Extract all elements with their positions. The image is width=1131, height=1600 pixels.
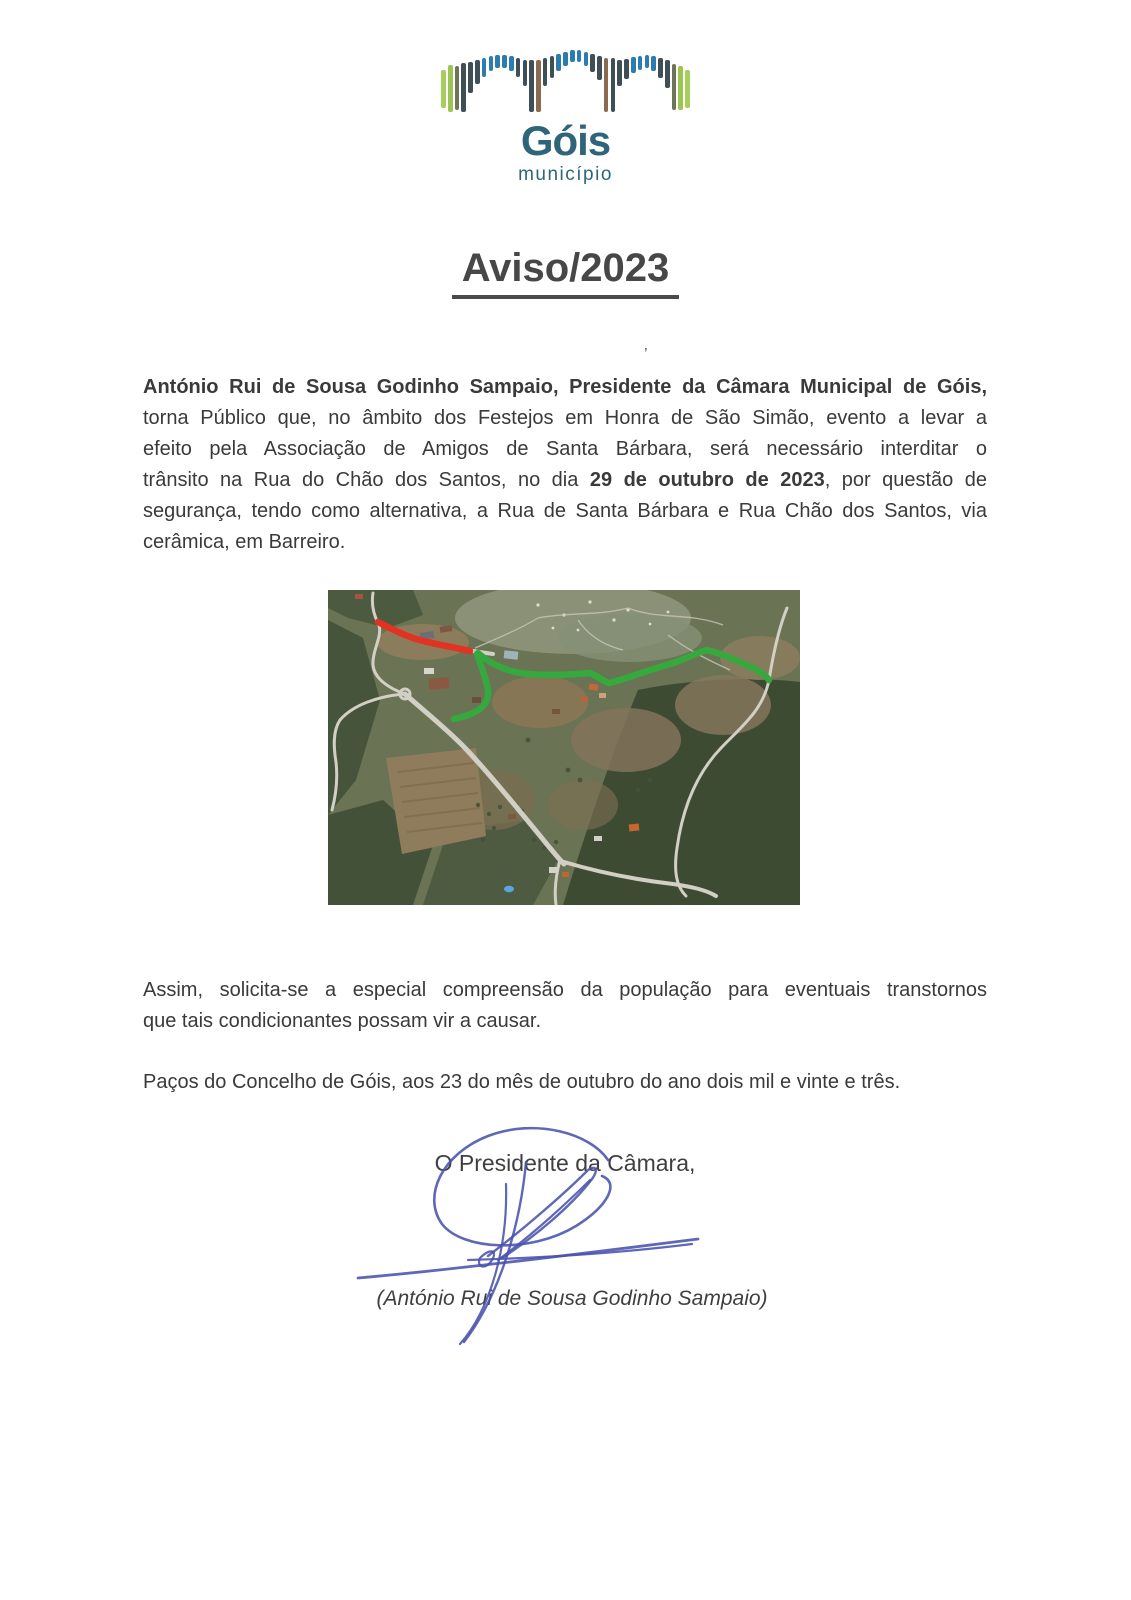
text-line: Assim, solicita-se a especial compreensão da população para eventuais transtornos: [143, 979, 987, 1001]
aerial-map-image: [328, 590, 800, 905]
logo-bar: [617, 60, 622, 86]
signature-role-line: O Presidente da Câmara,: [434, 1150, 696, 1176]
logo-bar: [584, 52, 589, 66]
text-line: trânsito na Rua do Chão dos Santos, no dia 29 de outubro de 2023, por questão de: [143, 469, 988, 491]
text-line: segurança, tendo como alternativa, a Rua de Santa Bárbara e Rua Chão dos Santos, via: [143, 500, 987, 522]
logo-bar: [536, 60, 541, 112]
logo-bar: [638, 56, 643, 70]
logo-subtitle: município: [518, 164, 613, 186]
logo-bar: [523, 60, 528, 86]
scan-artifact-mark: ’: [644, 346, 648, 363]
logo-bar: [468, 62, 473, 93]
page-title-wrap: [0, 246, 1131, 299]
logo-bar: [678, 66, 683, 110]
logo-bar: [604, 58, 609, 112]
logo-bar: [529, 60, 534, 112]
notice-paragraph-dateline: [143, 1067, 987, 1098]
logo-bar: [611, 58, 616, 112]
logo-bar: [631, 57, 636, 73]
text-line: torna Público que, no âmbito dos Festejos em Honra de São Simão, evento a levar a: [143, 407, 987, 429]
logo-bar: [495, 55, 500, 68]
logo-bar: [597, 56, 602, 80]
logo-bar: [448, 65, 453, 112]
logo-bar: [543, 58, 548, 86]
logo-bar: [441, 70, 446, 108]
handwritten-signature: [340, 1098, 760, 1348]
text-line: Paços do Concelho de Góis, aos 23 do mês de outubro do ano dois mil e vinte e três.: [143, 1071, 901, 1093]
map-pool: [504, 886, 514, 892]
logo-bar: [658, 58, 663, 78]
logo-bar: [651, 56, 656, 71]
logo-bar: [665, 60, 670, 88]
logo-bar: [590, 54, 595, 72]
logo-bar: [509, 56, 514, 71]
gois-municipality-logo: [0, 50, 1131, 186]
logo-bar: [570, 50, 575, 62]
text-line: efeito pela Associação de Amigos de Santa Bárbara, será necessário interditar o: [143, 438, 987, 460]
notice-paragraph-main: [143, 372, 987, 558]
logo-bar: [475, 60, 480, 84]
logo-bar: [624, 59, 629, 79]
logo-bar: [502, 55, 507, 68]
logo-bar: [482, 58, 487, 77]
bridge-arches-icon: [0, 50, 1131, 116]
logo-bar: [550, 56, 555, 78]
logo-bar: [563, 52, 568, 66]
text-line: António Rui de Sousa Godinho Sampaio, Presidente da Câmara Municipal de Góis,: [143, 376, 987, 398]
logo-bar: [461, 63, 466, 112]
logo-bar: [645, 55, 650, 68]
text-line: que tais condicionantes possam vir a causar.: [143, 1010, 541, 1032]
logo-bar: [577, 50, 582, 62]
logo-title: Góis: [520, 117, 611, 164]
logo-bar: [455, 66, 460, 110]
logo-bar: [672, 64, 677, 110]
text-line: cerâmica, em Barreiro.: [143, 531, 346, 553]
signature-name-line: (António Rui de Sousa Godinho Sampaio): [376, 1287, 768, 1310]
logo-bar: [489, 56, 494, 71]
page-title: Aviso/2023: [452, 246, 680, 299]
logo-bar: [685, 70, 690, 108]
logo-bar: [516, 58, 521, 77]
notice-paragraph-apology: [143, 975, 987, 1037]
logo-bar: [556, 54, 561, 71]
